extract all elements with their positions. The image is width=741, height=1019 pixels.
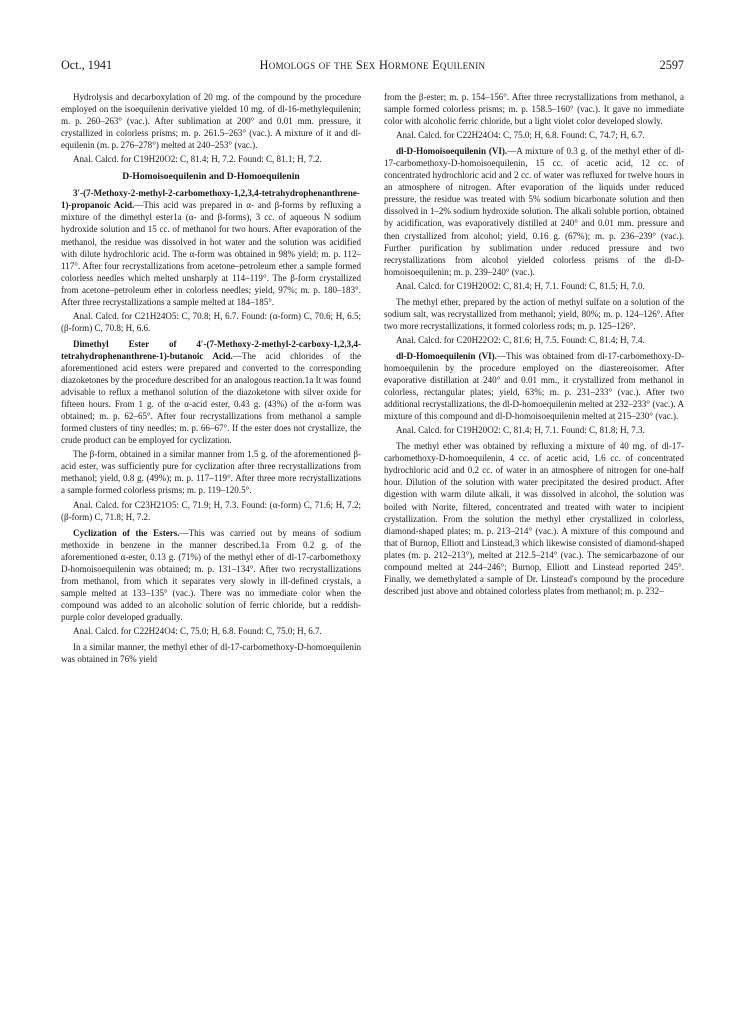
section-runin: Cyclization of the Esters. [73, 527, 180, 538]
paragraph: Hydrolysis and decarboxylation of 20 mg. of the compound by the procedure employed on the isoequilenin derivative yielded 10 mg. of dl-16-methylequilenin; m. p. 260–263° (vac.). After sublimation at 200° and 0.01 mm. pressure, it crystallized in colorless prisms; m. p. 261.5–263° (vac.). A mixture of it and dl-equilenin (m. p. 276–278°) melted at 240–253° (vac.). [61, 92, 361, 151]
paragraph: In a similar manner, the methyl ether of dl-17-carbomethoxy-D-homoequilenin was obtained in 76% yield [61, 642, 361, 665]
journal-date: Oct., 1941 [61, 58, 113, 72]
page-number: 2597 [659, 58, 684, 72]
analysis-line: Anal. Calcd. for C19H20O2: C, 81.4; H, 7.1. Found: C, 81.8; H, 7.3. [396, 425, 645, 436]
running-title: Homologs of the Sex Hormone Equilenin [259, 58, 486, 72]
paragraph: 3′-(7-Methoxy-2-methyl-2-carbomethoxy-1,2,3,4-tetrahydrophenanthrene-1)-propanoic Acid.—This acid was prepared in α- and β-forms by refluxing a mixture of the dimethyl ester1a (α- and β-forms), 3 cc. of aqueous N sodium hydroxide solution and 15 cc. of methanol for two hours. After evaporation of the methanol, the residue was dissolved in hot water and the solution was acidified with dilute hydrochloric acid. The α-form was obtained in 98% yield; m. p. 112–117°. After four recrystallizations from acetone–petroleum ether a sample formed colorless needles which melted unsharply at 114–119°. The β-form crystallized from acetone–petroleum ether in colorless needles; yield, 97%; m. p. 180–183°. After three recrystallizations a sample melted at 184–185°. [61, 188, 362, 307]
paragraph: dl-D-Homoequilenin (VI).—This was obtained from dl-17-carbomethoxy-D-homoequilenin by the procedure employed on the diastereoisomer. After evaporative distillation at 240° and 0.01 mm., it crystallized from methanol in colorless, rectangular plates; yield, 63%; m. p. 231–233° (vac.). After two additional recrystallizations, the dl-D-homoequilenin melted at 232–233° (vac.). A mixture of this compound and dl-D-homoisoequilenin melted at 215–230° (vac.). [384, 350, 684, 422]
paragraph: dl-D-Homoisoequilenin (VI).—A mixture of 0.3 g. of the methyl ether of dl-17-carbomethoxy-D-homoisoequilenin, 15 cc. of acetic acid, 12 cc. of concentrated hydrochloric acid and 2 cc. of water was refluxed for twelve hours in an atmosphere of nitrogen. After evaporation of the liquids under reduced pressure, the residue was treated with 5% sodium bicarbonate solution and then dissolved in 1–2% sodium hydroxide solution. The alkali soluble portion, obtained by acidification, was evaporatively distilled at 240° and 0.01 mm. pressure and then crystallized from alcohol; yield, 0.16 g. (67%); m. p. 236–239° (vac.). Further purification by sublimation under reduced pressure and two recrystallizations from alcohol yielded colorless prisms of the dl-D-homoisoequilenin; m. p. 239–240° (vac.). [384, 146, 684, 277]
paragraph: from the β-ester; m. p. 154–156°. After three recrystallizations from methanol, a sample formed colorless prisms; m. p. 158.5–160° (vac.). It gave no immediate color with alcoholic ferric chloride, but a light violet color developed slowly. [384, 92, 684, 127]
right-column [384, 91, 684, 599]
compound-name: dl-D-Homoisoequilenin (VI). [396, 146, 508, 157]
compound-name: dl-D-Homoequilenin (VI). [396, 350, 497, 361]
analysis-line: Anal. Calcd. for C23H21O5: C, 71.9; H, 7.3. Found: (α-form) C, 71.6; H, 7.2; (β-form) C, 71.8; H, 7.2. [61, 499, 361, 522]
section-heading: D-Homoisoequilenin and D-Homoequilenin [122, 171, 300, 183]
analysis-line: Anal. Calcd. for C22H24O4: C, 75.0; H, 6.8. Found: C, 74.7; H, 6.7. [396, 130, 645, 141]
analysis-line: Anal. Calcd. for C19H20O2: C, 81.4; H, 7.2. Found: C, 81.1; H, 7.2. [73, 154, 322, 165]
paragraph: The methyl ether, prepared by the action of methyl sulfate on a solution of the sodium salt, was recrystallized from methanol; yield, 80%; m. p. 124–126°. After two more recrystallizations, it formed colorless rods; m. p. 125–126°. [384, 296, 684, 331]
compound-name: 3′-(7-Methoxy-2-methyl-2-carbomethoxy-1,2,3,4-tetrahydrophenanthrene-1)-propanoic Acid. [61, 188, 360, 211]
paragraph: The methyl ether was obtained by refluxing a mixture of 40 mg. of dl-17-carbomethoxy-D-homoequilenin, 4 cc. of acetic acid, 1.6 cc. of concentrated hydrochloric acid and 0.2 cc. of water in an atmosphere of nitrogen for one-half hour. Dilution of the solution with water precipitated the desired product. After digestion with warm dilute alkali, it was dissolved in alcohol, the solution was boiled with Norite, filtered, concentrated and treated with water to incipient crystallization. From the solution the methyl ether crystallized in colorless, diamond-shaped plates; m. p. 213–214° (vac.). A mixture of this compound and that of Burnop, Elliott and Linstead,3 which likewise consisted of diamond-shaped plates (m. p. 212–213°), melted at 212.5–214° (vac.). The semicarbazone of our compound melted at 244–246°; Burnop, Elliott and Linstead reported 245°. Finally, we demethylated a sample of Dr. Linstead's compound by the procedure described just above and obtained colorless plates from methanol; m. p. 232– [384, 441, 684, 596]
paragraph: Cyclization of the Esters.—This was carried out by means of sodium methoxide in benzene in the manner described.1a From 0.2 g. of the aforementioned α-ester, 0.13 g. (71%) of the methyl ether of dl-17-carbomethoxy D-homoisoequilenin was obtained; m. p. 131–134°. After two recrystallizations from methanol, from which it separates very slowly in ill-defined crystals, a sample melted at 133–135° (vac.). There was no immediate color when the compound was added to an alcoholic solution of ferric chloride, but a reddish-purple color developed gradually. [61, 527, 361, 622]
analysis-line: Anal. Calcd. for C20H22O2: C, 81.6; H, 7.5. Found: C, 81.4; H, 7.4. [396, 334, 645, 345]
paragraph: The β-form, obtained in a similar manner from 1.5 g. of the aforementioned β-acid ester, was sufficiently pure for cyclization after three recrystallizations from methanol; yield, 0.8 g. (49%); m. p. 117–119°. After three more recrystallizations a sample formed colorless prisms; m. p. 119–120.5°. [61, 449, 361, 496]
analysis-line: Anal. Calcd. for C22H24O4: C, 75.0; H, 6.8. Found: C, 75.0; H, 6.7. [73, 625, 322, 636]
analysis-line: Anal. Calcd. for C19H20O2: C, 81.4; H, 7.1. Found: C, 81.5; H, 7.0. [396, 280, 645, 291]
page-header [61, 58, 684, 74]
analysis-line: Anal. Calcd. for C21H24O5: C, 70.8; H, 6.7. Found: (α-form) C, 70.6; H, 6.5; (β-form) C, 70.8; H, 6.6. [61, 310, 361, 333]
compound-name: Dimethyl Ester of 4′-(7-Methoxy-2-methyl-2-carboxy-1,2,3,4-tetrahydrophenanthrene-1)-butanoic Acid. [61, 338, 361, 361]
left-column [61, 91, 361, 667]
paragraph: Dimethyl Ester of 4′-(7-Methoxy-2-methyl-2-carboxy-1,2,3,4-tetrahydrophenanthrene-1)-butanoic Acid.—The acid chlorides of the aforementioned acid esters were prepared and converted to the corresponding diazoketones by the procedure described for an analogous reaction.1a It was found advisable to reflux a methanol solution of the diazoketone with silver oxide for fifteen hours. From 1 g. of the α-acid ester, 0.43 g. (43%) of the α-form was obtained; m. p. 62–65°. After four recrystallizations from methanol a sample formed clusters of tiny needles; m. p. 66–67°. If the ester does not crystallize, the crude product can be employed for cyclization. [61, 338, 361, 446]
